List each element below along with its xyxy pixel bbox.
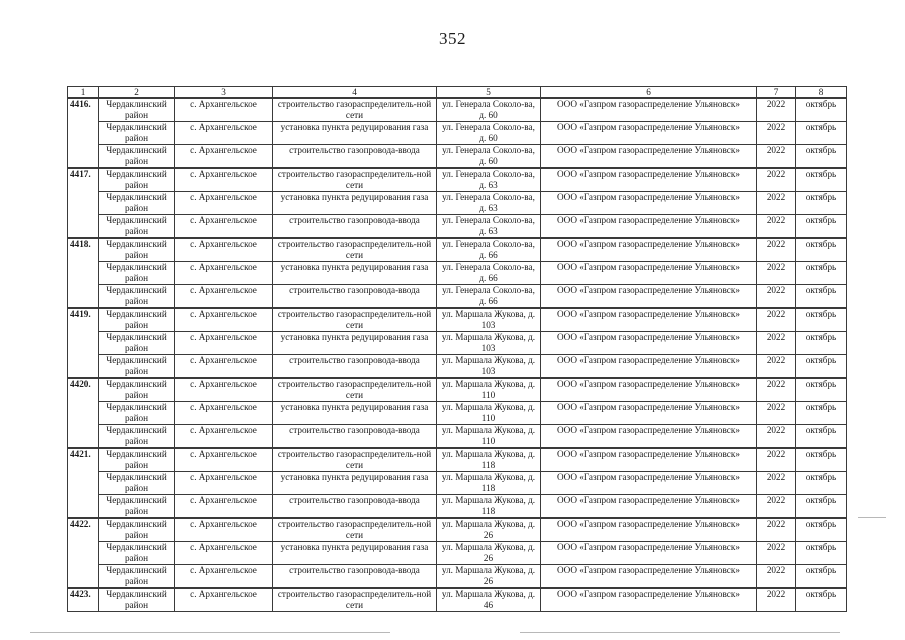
month-cell: октябрь <box>796 448 847 472</box>
table-row <box>68 542 847 565</box>
address-cell: ул. Маршала Жукова, д. 110 <box>437 378 541 402</box>
month-cell: октябрь <box>796 588 847 612</box>
year-cell: 2022 <box>757 145 796 169</box>
year-cell: 2022 <box>757 448 796 472</box>
table-row <box>68 588 847 612</box>
entry-number-cell: 4423. <box>68 588 99 612</box>
month-cell: октябрь <box>796 542 847 565</box>
address-cell: ул. Генерала Соколо-ва, д. 63 <box>437 215 541 239</box>
address-cell: ул. Маршала Жукова, д. 46 <box>437 588 541 612</box>
organization-cell: ООО «Газпром газораспределение Ульяновск» <box>541 355 757 379</box>
year-cell: 2022 <box>757 588 796 612</box>
settlement-cell: с. Архангельское <box>175 98 273 122</box>
organization-cell: ООО «Газпром газораспределение Ульяновск» <box>541 168 757 192</box>
table-row <box>68 215 847 239</box>
work-type-cell: строительство газопровода-ввода <box>273 425 437 449</box>
table-row <box>68 448 847 472</box>
month-cell: октябрь <box>796 192 847 215</box>
month-cell: октябрь <box>796 285 847 309</box>
year-cell: 2022 <box>757 402 796 425</box>
settlement-cell: с. Архангельское <box>175 472 273 495</box>
settlement-cell: с. Архангельское <box>175 542 273 565</box>
settlement-cell: с. Архангельское <box>175 355 273 379</box>
address-cell: ул. Генерала Соколо-ва, д. 66 <box>437 285 541 309</box>
table-row <box>68 332 847 355</box>
district-cell: Чердаклинский район <box>99 448 175 472</box>
district-cell: Чердаклинский район <box>99 542 175 565</box>
table-row <box>68 425 847 449</box>
district-cell: Чердаклинский район <box>99 145 175 169</box>
organization-cell: ООО «Газпром газораспределение Ульяновск» <box>541 402 757 425</box>
address-cell: ул. Маршала Жукова, д. 103 <box>437 355 541 379</box>
organization-cell: ООО «Газпром газораспределение Ульяновск» <box>541 332 757 355</box>
year-cell: 2022 <box>757 495 796 519</box>
table-row <box>68 378 847 402</box>
address-cell: ул. Маршала Жукова, д. 103 <box>437 332 541 355</box>
address-cell: ул. Генерала Соколо-ва, д. 60 <box>437 122 541 145</box>
table-row <box>68 518 847 542</box>
work-type-cell: установка пункта редуцирования газа <box>273 332 437 355</box>
settlement-cell: с. Архангельское <box>175 518 273 542</box>
organization-cell: ООО «Газпром газораспределение Ульяновск» <box>541 238 757 262</box>
settlement-cell: с. Архангельское <box>175 192 273 215</box>
settlement-cell: с. Архангельское <box>175 285 273 309</box>
month-cell: октябрь <box>796 378 847 402</box>
settlement-cell: с. Архангельское <box>175 495 273 519</box>
month-cell: октябрь <box>796 565 847 589</box>
district-cell: Чердаклинский район <box>99 588 175 612</box>
district-cell: Чердаклинский район <box>99 425 175 449</box>
year-cell: 2022 <box>757 378 796 402</box>
settlement-cell: с. Архангельское <box>175 215 273 239</box>
organization-cell: ООО «Газпром газораспределение Ульяновск» <box>541 122 757 145</box>
table-row <box>68 355 847 379</box>
table-row <box>68 402 847 425</box>
settlement-cell: с. Архангельское <box>175 588 273 612</box>
organization-cell: ООО «Газпром газораспределение Ульяновск» <box>541 192 757 215</box>
work-type-cell: строительство газопровода-ввода <box>273 285 437 309</box>
table-row <box>68 495 847 519</box>
district-cell: Чердаклинский район <box>99 378 175 402</box>
year-cell: 2022 <box>757 425 796 449</box>
year-cell: 2022 <box>757 262 796 285</box>
organization-cell: ООО «Газпром газораспределение Ульяновск» <box>541 425 757 449</box>
year-cell: 2022 <box>757 355 796 379</box>
column-header: 2 <box>99 87 175 99</box>
organization-cell: ООО «Газпром газораспределение Ульяновск» <box>541 448 757 472</box>
organization-cell: ООО «Газпром газораспределение Ульяновск» <box>541 262 757 285</box>
settlement-cell: с. Архангельское <box>175 145 273 169</box>
year-cell: 2022 <box>757 565 796 589</box>
column-header: 5 <box>437 87 541 99</box>
address-cell: ул. Маршала Жукова, д. 26 <box>437 542 541 565</box>
address-cell: ул. Генерала Соколо-ва, д. 63 <box>437 168 541 192</box>
work-type-cell: строительство газопровода-ввода <box>273 215 437 239</box>
address-cell: ул. Маршала Жукова, д. 118 <box>437 472 541 495</box>
work-type-cell: строительство газопровода-ввода <box>273 495 437 519</box>
year-cell: 2022 <box>757 332 796 355</box>
settlement-cell: с. Архангельское <box>175 262 273 285</box>
settlement-cell: с. Архангельское <box>175 402 273 425</box>
organization-cell: ООО «Газпром газораспределение Ульяновск» <box>541 98 757 122</box>
entry-number-cell: 4421. <box>68 448 99 518</box>
year-cell: 2022 <box>757 238 796 262</box>
year-cell: 2022 <box>757 192 796 215</box>
settlement-cell: с. Архангельское <box>175 122 273 145</box>
table-row <box>68 238 847 262</box>
table-row <box>68 285 847 309</box>
work-type-cell: строительство газораспределитель-ной сети <box>273 98 437 122</box>
work-type-cell: строительство газораспределитель-ной сети <box>273 448 437 472</box>
year-cell: 2022 <box>757 472 796 495</box>
month-cell: октябрь <box>796 495 847 519</box>
work-type-cell: установка пункта редуцирования газа <box>273 262 437 285</box>
month-cell: октябрь <box>796 332 847 355</box>
district-cell: Чердаклинский район <box>99 122 175 145</box>
settlement-cell: с. Архангельское <box>175 378 273 402</box>
month-cell: октябрь <box>796 425 847 449</box>
organization-cell: ООО «Газпром газораспределение Ульяновск» <box>541 215 757 239</box>
organization-cell: ООО «Газпром газораспределение Ульяновск» <box>541 518 757 542</box>
district-cell: Чердаклинский район <box>99 262 175 285</box>
settlement-cell: с. Архангельское <box>175 238 273 262</box>
work-type-cell: установка пункта редуцирования газа <box>273 402 437 425</box>
organization-cell: ООО «Газпром газораспределение Ульяновск» <box>541 495 757 519</box>
entry-number-cell: 4422. <box>68 518 99 588</box>
year-cell: 2022 <box>757 542 796 565</box>
settlement-cell: с. Архангельское <box>175 425 273 449</box>
district-cell: Чердаклинский район <box>99 192 175 215</box>
organization-cell: ООО «Газпром газораспределение Ульяновск» <box>541 378 757 402</box>
month-cell: октябрь <box>796 215 847 239</box>
district-cell: Чердаклинский район <box>99 518 175 542</box>
work-type-cell: строительство газораспределитель-ной сети <box>273 588 437 612</box>
column-header-row <box>68 87 847 99</box>
month-cell: октябрь <box>796 238 847 262</box>
table-row <box>68 308 847 332</box>
entry-number-cell: 4420. <box>68 378 99 448</box>
entry-number-cell: 4416. <box>68 98 99 168</box>
organization-cell: ООО «Газпром газораспределение Ульяновск» <box>541 308 757 332</box>
month-cell: октябрь <box>796 145 847 169</box>
page-number: 352 <box>439 29 466 48</box>
month-cell: октябрь <box>796 262 847 285</box>
settlement-cell: с. Архангельское <box>175 308 273 332</box>
address-cell: ул. Маршала Жукова, д. 110 <box>437 402 541 425</box>
entry-number-cell: 4417. <box>68 168 99 238</box>
district-cell: Чердаклинский район <box>99 472 175 495</box>
district-cell: Чердаклинский район <box>99 495 175 519</box>
district-cell: Чердаклинский район <box>99 238 175 262</box>
table-body <box>68 87 847 612</box>
table-row <box>68 145 847 169</box>
district-cell: Чердаклинский район <box>99 355 175 379</box>
district-cell: Чердаклинский район <box>99 308 175 332</box>
column-header: 3 <box>175 87 273 99</box>
organization-cell: ООО «Газпром газораспределение Ульяновск» <box>541 588 757 612</box>
month-cell: октябрь <box>796 355 847 379</box>
settlement-cell: с. Архангельское <box>175 332 273 355</box>
entry-number-cell: 4419. <box>68 308 99 378</box>
district-cell: Чердаклинский район <box>99 332 175 355</box>
settlement-cell: с. Архангельское <box>175 168 273 192</box>
month-cell: октябрь <box>796 472 847 495</box>
column-header: 7 <box>757 87 796 99</box>
organization-cell: ООО «Газпром газораспределение Ульяновск» <box>541 285 757 309</box>
year-cell: 2022 <box>757 215 796 239</box>
table-row <box>68 262 847 285</box>
month-cell: октябрь <box>796 518 847 542</box>
address-cell: ул. Маршала Жукова, д. 26 <box>437 565 541 589</box>
work-type-cell: строительство газораспределитель-ной сети <box>273 308 437 332</box>
organization-cell: ООО «Газпром газораспределение Ульяновск» <box>541 565 757 589</box>
work-type-cell: строительство газопровода-ввода <box>273 565 437 589</box>
district-cell: Чердаклинский район <box>99 98 175 122</box>
address-cell: ул. Генерала Соколо-ва, д. 63 <box>437 192 541 215</box>
address-cell: ул. Маршала Жукова, д. 118 <box>437 448 541 472</box>
district-cell: Чердаклинский район <box>99 285 175 309</box>
year-cell: 2022 <box>757 285 796 309</box>
year-cell: 2022 <box>757 168 796 192</box>
work-type-cell: установка пункта редуцирования газа <box>273 192 437 215</box>
district-cell: Чердаклинский район <box>99 402 175 425</box>
address-cell: ул. Маршала Жукова, д. 118 <box>437 495 541 519</box>
table-row <box>68 565 847 589</box>
table-row <box>68 472 847 495</box>
district-cell: Чердаклинский район <box>99 565 175 589</box>
table-row <box>68 98 847 122</box>
address-cell: ул. Генерала Соколо-ва, д. 60 <box>437 98 541 122</box>
organization-cell: ООО «Газпром газораспределение Ульяновск» <box>541 145 757 169</box>
address-cell: ул. Генерала Соколо-ва, д. 60 <box>437 145 541 169</box>
month-cell: октябрь <box>796 308 847 332</box>
work-type-cell: строительство газопровода-ввода <box>273 355 437 379</box>
organization-cell: ООО «Газпром газораспределение Ульяновск» <box>541 542 757 565</box>
address-cell: ул. Маршала Жукова, д. 103 <box>437 308 541 332</box>
work-type-cell: установка пункта редуцирования газа <box>273 472 437 495</box>
address-cell: ул. Маршала Жукова, д. 26 <box>437 518 541 542</box>
entry-number-cell: 4418. <box>68 238 99 308</box>
address-cell: ул. Генерала Соколо-ва, д. 66 <box>437 238 541 262</box>
gasification-register-table <box>67 86 847 612</box>
year-cell: 2022 <box>757 308 796 332</box>
district-cell: Чердаклинский район <box>99 168 175 192</box>
work-type-cell: установка пункта редуцирования газа <box>273 542 437 565</box>
settlement-cell: с. Архангельское <box>175 448 273 472</box>
district-cell: Чердаклинский район <box>99 215 175 239</box>
scan-artifact-line <box>30 632 390 633</box>
work-type-cell: строительство газопровода-ввода <box>273 145 437 169</box>
work-type-cell: строительство газораспределитель-ной сети <box>273 168 437 192</box>
work-type-cell: строительство газораспределитель-ной сети <box>273 518 437 542</box>
year-cell: 2022 <box>757 518 796 542</box>
scan-artifact-line <box>858 517 886 518</box>
settlement-cell: с. Архангельское <box>175 565 273 589</box>
address-cell: ул. Генерала Соколо-ва, д. 66 <box>437 262 541 285</box>
work-type-cell: строительство газораспределитель-ной сети <box>273 378 437 402</box>
month-cell: октябрь <box>796 402 847 425</box>
table-row <box>68 122 847 145</box>
column-header: 4 <box>273 87 437 99</box>
month-cell: октябрь <box>796 168 847 192</box>
column-header: 6 <box>541 87 757 99</box>
work-type-cell: установка пункта редуцирования газа <box>273 122 437 145</box>
table-row <box>68 168 847 192</box>
table-row <box>68 192 847 215</box>
year-cell: 2022 <box>757 98 796 122</box>
month-cell: октябрь <box>796 122 847 145</box>
address-cell: ул. Маршала Жукова, д. 110 <box>437 425 541 449</box>
column-header: 8 <box>796 87 847 99</box>
work-type-cell: строительство газораспределитель-ной сети <box>273 238 437 262</box>
year-cell: 2022 <box>757 122 796 145</box>
month-cell: октябрь <box>796 98 847 122</box>
scan-artifact-line <box>520 632 840 633</box>
column-header: 1 <box>68 87 99 99</box>
organization-cell: ООО «Газпром газораспределение Ульяновск» <box>541 472 757 495</box>
